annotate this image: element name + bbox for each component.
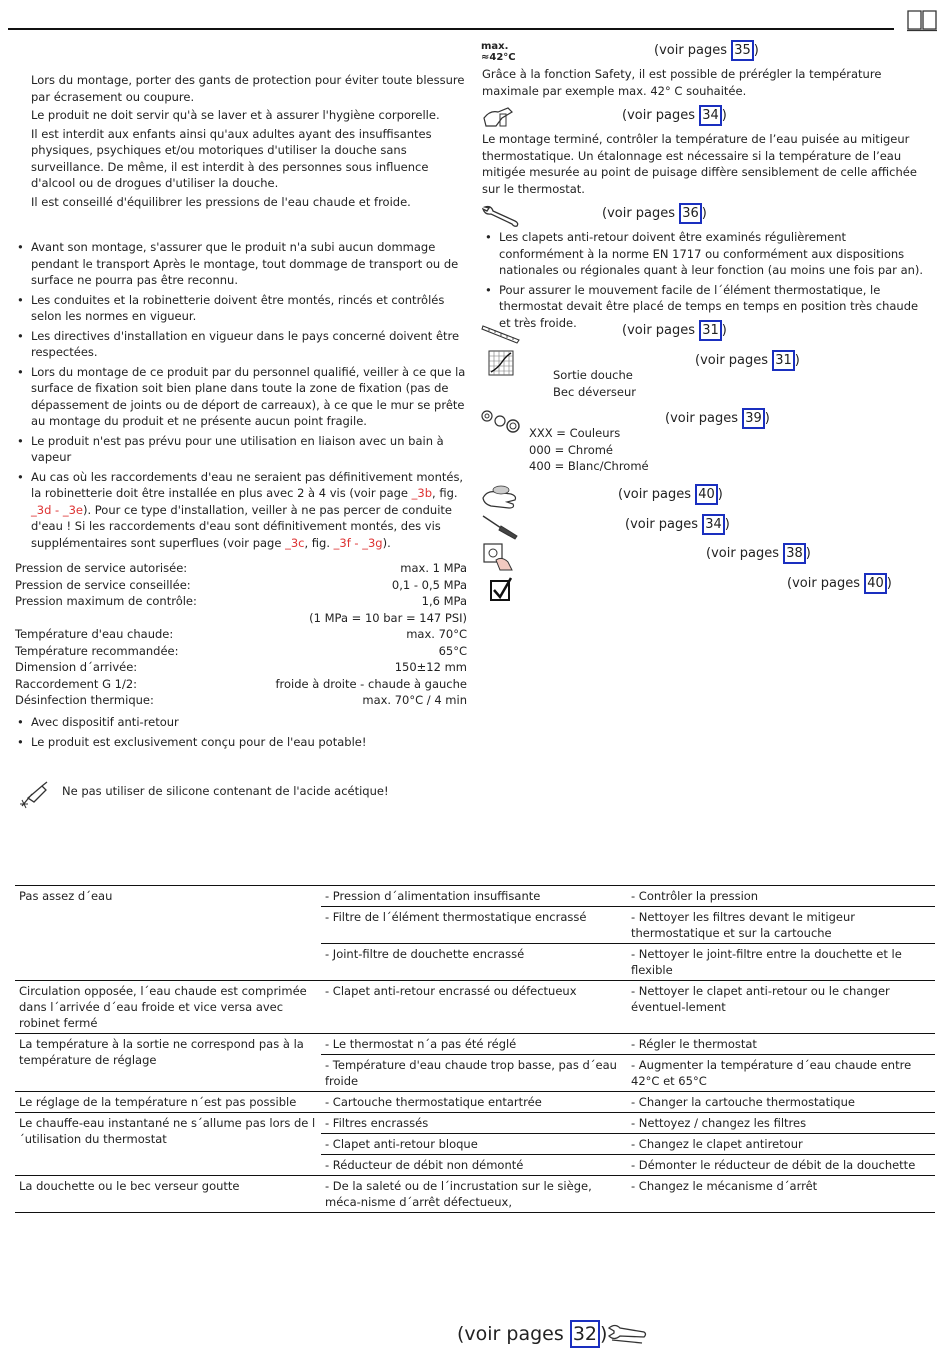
ref-prefix: (voir pages bbox=[787, 576, 865, 591]
page-number[interactable]: 39 bbox=[742, 408, 765, 429]
cause-cell: - Filtres encrassés bbox=[321, 1113, 627, 1134]
fix-cell: - Changez le mécanisme d´arrêt bbox=[627, 1176, 935, 1213]
cause-cell: - Clapet anti-retour bloque bbox=[321, 1134, 627, 1155]
spec-label: Température d'eau chaude: bbox=[15, 627, 174, 641]
table-row bbox=[15, 1034, 935, 1055]
ref-prefix: (voir pages bbox=[665, 411, 743, 426]
page-ref[interactable] bbox=[622, 105, 727, 126]
spec-table bbox=[15, 560, 467, 709]
color-code: 000 = Chromé bbox=[529, 443, 614, 457]
spec-row bbox=[15, 593, 467, 610]
cause-cell: - Le thermostat n´a pas été réglé bbox=[321, 1034, 627, 1055]
table-row bbox=[15, 1113, 935, 1134]
ref-suffix: ) bbox=[805, 546, 811, 561]
problem-cell: Circulation opposée, l´eau chaude est comprimée dans l´arrivée d´eau froide et vice versa avec robinet fermé bbox=[15, 981, 321, 1034]
spec-label: Pression de service conseillée: bbox=[15, 577, 191, 592]
list-item: • Le produit n'est pas prévu pour une utilisation en liaison avec un bain à vapeur bbox=[17, 433, 466, 466]
cause-cell: - Réducteur de débit non démonté bbox=[321, 1155, 627, 1176]
spec-label: Dimension d´arrivée: bbox=[15, 660, 138, 674]
spec-value: max. 1 MPa bbox=[400, 561, 467, 575]
table-row bbox=[15, 886, 935, 907]
cause-cell: - Clapet anti-retour encrassé ou défectueux bbox=[321, 981, 627, 1034]
page-number[interactable]: 32 bbox=[570, 1320, 600, 1348]
page-ref[interactable] bbox=[654, 40, 759, 61]
fix-cell: - Nettoyer le joint-filtre entre la douchette et le flexible bbox=[627, 944, 935, 981]
ref-prefix: (voir pages bbox=[457, 1323, 570, 1345]
ref-suffix: ) bbox=[794, 353, 800, 368]
page-ref[interactable] bbox=[602, 203, 707, 224]
safety-para: Il est interdit aux enfants ainsi qu'aux adultes ayant des insuffisantes physiques, psychiques et/ou motoriques d'utiliser la douche sans surveillance. De même, il est interdit à des personnes sous influence d'alcool ou de drogues d'utiliser la douche. bbox=[31, 126, 432, 190]
ref-suffix: ) bbox=[600, 1323, 608, 1345]
ref-suffix: ) bbox=[721, 323, 727, 338]
list-item: • Lors du montage de ce produit par du personnel qualifié, veiller à ce que la surface de fixation soit bien plane dans toute la zone de fixation (pas de dépassement de joints ou de déport de carreaux), à ce que le mur se prête au montage du produit et ne présente aucun point fragile. bbox=[17, 364, 466, 430]
list-item bbox=[17, 469, 466, 552]
spec-row bbox=[15, 676, 467, 693]
spec-value: froide à droite - chaude à gauche bbox=[275, 676, 467, 691]
list-item: • Les clapets anti-retour doivent être examinés régulièrement conformément à la norme EN 1717 ou conformément aux dispositions nationales ou régionales quant à leur fonction (au moins une fois par an). bbox=[485, 229, 925, 279]
ref-suffix: ) bbox=[721, 108, 727, 123]
parts-icon bbox=[480, 408, 522, 434]
spec-bullets bbox=[17, 714, 466, 753]
ref-suffix: ) bbox=[753, 43, 759, 58]
ref-prefix: (voir pages bbox=[622, 323, 700, 338]
list-item: • Avant son montage, s'assurer que le produit n'a subi aucun dommage pendant le transport Après le montage, tout dommage de transport ou de surface ne pourra pas être reconnu. bbox=[17, 239, 466, 289]
problem-cell: Le chauffe-eau instantané ne s´allume pas lors de l´utilisation du thermostat bbox=[15, 1113, 321, 1176]
ref-prefix: (voir pages bbox=[622, 108, 700, 123]
text-run: Au cas où les raccordements d'eau ne seraient pas définitivement montés, la robinetterie doit être installée en plus avec 2 à 4 vis (voir page bbox=[31, 469, 464, 500]
screwdriver-icon bbox=[481, 514, 521, 540]
ref-suffix: ) bbox=[724, 517, 730, 532]
list-item: • Les conduites et la robinetterie doivent être montés, rincés et contrôlés selon les normes en vigueur. bbox=[17, 292, 466, 325]
ruler-icon bbox=[481, 322, 521, 344]
table-row bbox=[15, 981, 935, 1034]
ref-suffix: ) bbox=[886, 576, 892, 591]
safety-section bbox=[31, 72, 466, 210]
output-label: Bec déverseur bbox=[553, 385, 637, 399]
fix-cell: - Contrôler la pression bbox=[627, 886, 935, 907]
page-ref[interactable] bbox=[787, 573, 892, 594]
problem-cell: Pas assez d´eau bbox=[15, 886, 321, 981]
output-label: Sortie douche bbox=[553, 368, 633, 382]
calibration-text: Le montage terminé, contrôler la température de l’eau puisée au mitigeur thermostatique. Un étalonnage est nécessaire si la température de l’eau mitigée mesurée au point de puisage diffère sensiblement de celle affichée sur le thermostat. bbox=[482, 132, 917, 196]
fix-cell: - Augmenter la température d´eau chaude entre 42°C et 65°C bbox=[627, 1055, 935, 1092]
list-item: • Avec dispositif anti-retour bbox=[17, 714, 466, 731]
ref-prefix: (voir pages bbox=[654, 43, 732, 58]
fix-cell: - Changez le clapet antiretour bbox=[627, 1134, 935, 1155]
spec-label: Pression maximum de contrôle: bbox=[15, 594, 197, 608]
cause-cell: - Température d'eau chaude trop basse, pas d´eau froide bbox=[321, 1055, 627, 1092]
silicone-gun-icon bbox=[18, 780, 50, 810]
page-ref[interactable] bbox=[706, 543, 811, 564]
spec-value: max. 70°C / 4 min bbox=[362, 693, 467, 707]
troubleshooting-table bbox=[15, 885, 935, 1213]
fig-link[interactable]: _3c bbox=[285, 535, 305, 550]
spec-label: Température recommandée: bbox=[15, 643, 179, 658]
flow-diagram-icon bbox=[488, 350, 514, 376]
page-ref[interactable] bbox=[618, 484, 723, 505]
wall-mount-icon bbox=[482, 542, 516, 572]
max-temp-icon bbox=[481, 42, 516, 64]
spec-label: Désinfection thermique: bbox=[15, 693, 154, 707]
spec-label: Raccordement G 1/2: bbox=[15, 676, 138, 691]
spec-value: 1,6 MPa bbox=[421, 594, 467, 608]
ref-prefix: (voir pages bbox=[625, 517, 703, 532]
problem-cell: La température à la sortie ne correspond pas à la température de réglage bbox=[15, 1034, 321, 1092]
list-item: • Les directives d'installation en vigueur dans le pays concerné doivent être respectées. bbox=[17, 328, 466, 361]
text-run: , fig. bbox=[432, 486, 458, 500]
install-section bbox=[17, 239, 466, 554]
max-temp: ≈42°C bbox=[481, 52, 516, 63]
ref-prefix: (voir pages bbox=[602, 206, 680, 221]
color-code: XXX = Couleurs bbox=[529, 426, 621, 440]
ref-suffix: ) bbox=[764, 411, 770, 426]
wrench-icon bbox=[481, 203, 521, 227]
text-run: ). bbox=[382, 535, 391, 550]
page-ref[interactable] bbox=[625, 514, 730, 535]
spec-row bbox=[15, 577, 467, 594]
book-icon bbox=[906, 8, 938, 32]
spec-row bbox=[15, 643, 467, 660]
spec-row bbox=[15, 610, 467, 627]
cause-cell: - Pression d´alimentation insuffisante bbox=[321, 886, 627, 907]
fig-link[interactable]: _3d - _3e bbox=[31, 502, 83, 517]
wrench-icon bbox=[606, 1322, 648, 1346]
page-ref[interactable] bbox=[665, 408, 770, 429]
header-rule bbox=[8, 28, 894, 30]
spec-value: 0,1 - 0,5 MPa bbox=[391, 577, 467, 592]
page-number[interactable]: 40 bbox=[864, 573, 887, 594]
text-run: ). Pour ce type d'installation, veiller à ne pas percer de conduite d'eau ! Si les raccordements d'eau sont définitivement montés, des vis supplémentaires sont superflues (voir page bbox=[31, 502, 453, 550]
page-number[interactable]: 40 bbox=[695, 484, 718, 505]
fig-link[interactable]: _3f - _3g bbox=[333, 535, 383, 550]
bottom-page-ref[interactable] bbox=[457, 1320, 607, 1348]
ref-prefix: (voir pages bbox=[706, 546, 784, 561]
maintenance-bullets bbox=[485, 229, 925, 334]
fix-cell: - Changer la cartouche thermostatique bbox=[627, 1092, 935, 1113]
spec-row bbox=[15, 659, 467, 676]
safety-para: Il est conseillé d'équilibrer les pressions de l'eau chaude et froide. bbox=[31, 194, 411, 209]
fix-cell: - Nettoyez / changez les filtres bbox=[627, 1113, 935, 1134]
text-run: , fig. bbox=[304, 535, 334, 550]
silicone-warning: Ne pas utiliser de silicone contenant de l'acide acétique! bbox=[62, 784, 389, 798]
cause-cell: - Filtre de l´élément thermostatique encrassé bbox=[321, 907, 627, 944]
spec-row bbox=[15, 692, 467, 709]
list-item: • Pour assurer le mouvement facile de l´élément thermostatique, le thermostat devait être placé de temps en temps en position très chaude et très froide. bbox=[485, 282, 925, 332]
safety-para: Lors du montage, porter des gants de protection pour éviter toute blessure par écrasement ou coupure. bbox=[31, 73, 465, 104]
cause-cell: - Cartouche thermostatique entartrée bbox=[321, 1092, 627, 1113]
ref-prefix: (voir pages bbox=[618, 487, 696, 502]
spec-value: max. 70°C bbox=[406, 627, 467, 641]
page-number[interactable]: 35 bbox=[731, 40, 754, 61]
ref-suffix: ) bbox=[701, 206, 707, 221]
problem-cell: La douchette ou le bec verseur goutte bbox=[15, 1176, 321, 1213]
page-number[interactable]: 36 bbox=[679, 203, 702, 224]
spec-row bbox=[15, 626, 467, 643]
fix-cell: - Démonter le réducteur de débit de la douchette bbox=[627, 1155, 935, 1176]
checkbox-icon bbox=[489, 576, 513, 602]
color-code: 400 = Blanc/Chromé bbox=[529, 459, 649, 473]
page-number[interactable]: 34 bbox=[702, 514, 725, 535]
page-number[interactable]: 38 bbox=[783, 543, 806, 564]
thermometer-hand-icon bbox=[482, 104, 516, 130]
table-row bbox=[15, 1092, 935, 1113]
page-ref[interactable] bbox=[622, 320, 727, 341]
table-row bbox=[15, 1176, 935, 1213]
page-number[interactable]: 31 bbox=[699, 320, 722, 341]
safety-function-text: Grâce à la fonction Safety, il est possible de prérégler la température maximale par exemple max. 42° C souhaitée. bbox=[482, 67, 882, 98]
cause-cell: - De la saleté ou de l´incrustation sur le siège, méca-nisme d´arrêt défectueux, bbox=[321, 1176, 627, 1213]
list-item: • Le produit est exclusivement conçu pour de l'eau potable! bbox=[17, 734, 466, 751]
page-number[interactable]: 31 bbox=[772, 350, 795, 371]
problem-cell: Le réglage de la température n´est pas possible bbox=[15, 1092, 321, 1113]
spec-label: Pression de service autorisée: bbox=[15, 561, 188, 575]
spec-value: (1 MPa = 10 bar = 147 PSI) bbox=[309, 610, 467, 625]
safety-para: Le produit ne doit servir qu'à se laver et à assurer l'hygiène corporelle. bbox=[31, 108, 440, 122]
fix-cell: - Nettoyer les filtres devant le mitigeur thermostatique et sur la cartouche bbox=[627, 907, 935, 944]
max-label: max. bbox=[481, 41, 509, 52]
fix-cell: - Nettoyer le clapet anti-retour ou le changer éventuel-lement bbox=[627, 981, 935, 1034]
fig-link[interactable]: _3b bbox=[411, 486, 433, 500]
cause-cell: - Joint-filtre de douchette encrassé bbox=[321, 944, 627, 981]
page-number[interactable]: 34 bbox=[699, 105, 722, 126]
page-ref[interactable] bbox=[695, 350, 800, 371]
spec-value: 65°C bbox=[438, 643, 467, 658]
hand-clean-icon bbox=[481, 482, 521, 510]
spec-row bbox=[15, 560, 467, 577]
spec-value: 150±12 mm bbox=[394, 660, 467, 674]
ref-suffix: ) bbox=[717, 487, 723, 502]
fix-cell: - Régler le thermostat bbox=[627, 1034, 935, 1055]
ref-prefix: (voir pages bbox=[695, 353, 773, 368]
